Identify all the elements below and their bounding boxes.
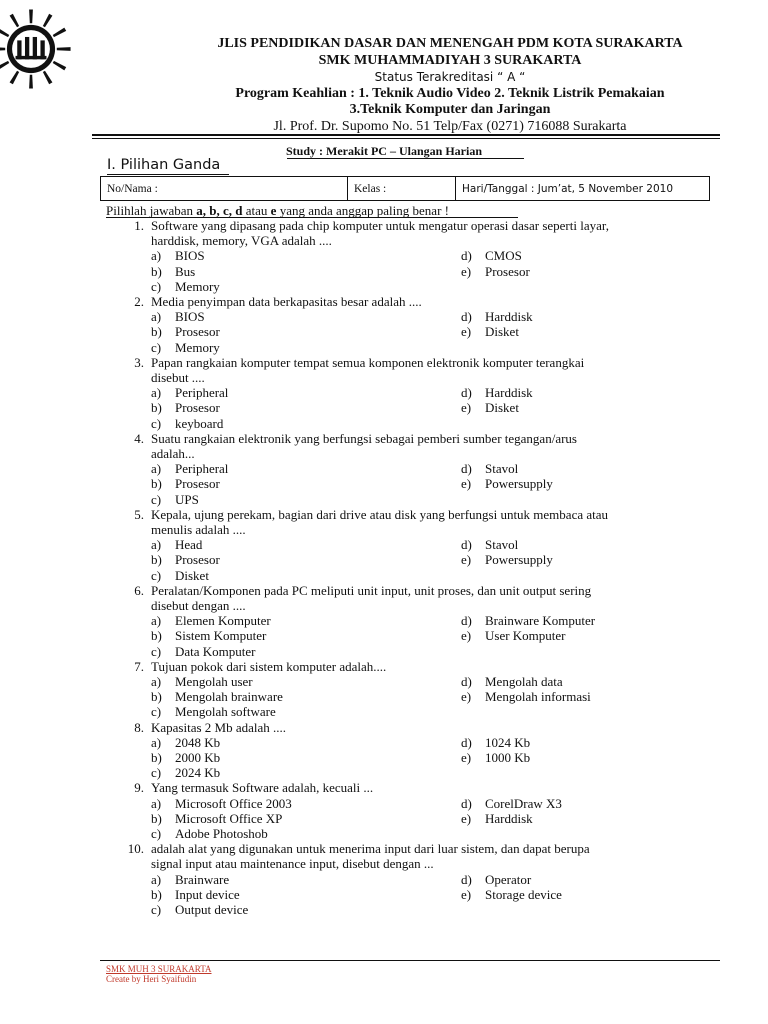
option-text: Stavol bbox=[485, 537, 519, 553]
option-letter: c) bbox=[151, 278, 162, 294]
option-text: 2024 Kb bbox=[175, 765, 221, 781]
option-letter: b) bbox=[151, 886, 162, 902]
option-text: Disket bbox=[485, 324, 519, 340]
option-text: Stavol bbox=[485, 461, 519, 477]
option-letter: d) bbox=[461, 613, 472, 629]
option-text: Mengolah user bbox=[175, 674, 253, 689]
option-letter: c) bbox=[151, 339, 162, 355]
question-number: 10. bbox=[127, 841, 144, 857]
question-item bbox=[106, 720, 706, 781]
option-text: Prosesor bbox=[175, 324, 220, 340]
option-letter: c) bbox=[151, 704, 162, 720]
option-text: Harddisk bbox=[485, 385, 533, 401]
question-text: harddisk, memory, VGA adalah .... bbox=[151, 233, 332, 249]
question-number: 2. bbox=[134, 294, 144, 309]
option-letter: d) bbox=[461, 248, 472, 264]
option-a[interactable] bbox=[151, 872, 229, 887]
question-item bbox=[106, 431, 706, 507]
option-c[interactable] bbox=[151, 492, 199, 507]
class-label: Kelas : bbox=[354, 182, 387, 195]
intro-post: yang anda anggap paling benar ! bbox=[276, 203, 449, 218]
question-number: 5. bbox=[134, 506, 144, 522]
option-text: Peripheral bbox=[175, 461, 229, 477]
option-e[interactable] bbox=[461, 264, 530, 279]
option-letter: b) bbox=[151, 324, 162, 340]
option-letter: d) bbox=[461, 734, 472, 750]
option-letter: a) bbox=[151, 385, 162, 401]
option-text: Bus bbox=[175, 263, 196, 279]
option-letter: a) bbox=[151, 674, 162, 689]
option-text: Head bbox=[175, 537, 203, 553]
option-d[interactable] bbox=[461, 385, 533, 400]
question-number: 6. bbox=[134, 582, 144, 598]
option-letter: e) bbox=[461, 400, 472, 416]
option-letter: a) bbox=[151, 461, 162, 477]
intro-pre: Pilihlah jawaban bbox=[106, 203, 197, 218]
option-b[interactable] bbox=[151, 264, 195, 279]
option-text: Powersupply bbox=[485, 476, 553, 492]
answer-options bbox=[106, 461, 706, 507]
option-d[interactable] bbox=[461, 309, 533, 324]
question-text: Media penyimpan data berkapasitas besar adalah .... bbox=[151, 294, 422, 309]
question-number: 3. bbox=[134, 354, 144, 370]
option-letter: d) bbox=[461, 309, 472, 325]
option-letter: b) bbox=[151, 749, 162, 765]
option-text: Disket bbox=[485, 400, 519, 416]
option-e[interactable] bbox=[461, 811, 533, 826]
option-d[interactable] bbox=[461, 461, 518, 476]
header-rule-thin bbox=[92, 138, 720, 139]
option-c[interactable] bbox=[151, 279, 220, 294]
option-letter: c) bbox=[151, 567, 162, 583]
option-text: CorelDraw X3 bbox=[485, 795, 562, 811]
option-letter: c) bbox=[151, 765, 162, 781]
option-text: Harddisk bbox=[485, 810, 533, 826]
option-d[interactable] bbox=[461, 872, 531, 887]
option-letter: c) bbox=[151, 901, 162, 917]
option-a[interactable] bbox=[151, 613, 271, 628]
option-text: 1024 Kb bbox=[485, 734, 531, 750]
option-letter: a) bbox=[151, 871, 162, 887]
study-title-text: Study : Merakit PC – Ulangan Harian bbox=[285, 144, 482, 158]
question-text: Kapasitas 2 Mb adalah .... bbox=[151, 719, 287, 735]
question-item bbox=[106, 583, 706, 659]
option-letter: d) bbox=[461, 385, 472, 401]
option-b[interactable] bbox=[151, 689, 283, 704]
option-e[interactable] bbox=[461, 750, 530, 765]
answer-options bbox=[106, 674, 706, 720]
option-c[interactable] bbox=[151, 644, 256, 659]
option-text: Microsoft Office XP bbox=[175, 810, 283, 826]
option-letter: e) bbox=[461, 263, 472, 279]
question-number: 7. bbox=[134, 658, 144, 674]
option-text: 2048 Kb bbox=[175, 734, 221, 750]
letterhead bbox=[100, 36, 740, 135]
option-d[interactable] bbox=[461, 537, 518, 552]
option-b[interactable] bbox=[151, 400, 220, 415]
option-letter: a) bbox=[151, 734, 162, 750]
question-text: disebut .... bbox=[151, 370, 205, 385]
header-line-1: JLIS PENDIDIKAN DASAR DAN MENENGAH PDM KOTA SURAKARTA bbox=[217, 36, 683, 51]
option-letter: b) bbox=[151, 263, 162, 279]
option-e[interactable] bbox=[461, 887, 562, 902]
option-b[interactable] bbox=[151, 552, 220, 567]
option-letter: a) bbox=[151, 537, 162, 553]
option-a[interactable] bbox=[151, 385, 228, 400]
answer-options bbox=[106, 309, 706, 355]
option-b[interactable] bbox=[151, 887, 240, 902]
option-text: Prosesor bbox=[485, 263, 530, 279]
option-c[interactable] bbox=[151, 340, 220, 355]
option-text: Mengolah informasi bbox=[485, 689, 591, 705]
date-field[interactable] bbox=[456, 177, 710, 201]
option-letter: b) bbox=[151, 628, 162, 644]
option-text: Memory bbox=[175, 278, 220, 294]
option-text: keyboard bbox=[175, 415, 224, 431]
answer-options bbox=[106, 796, 706, 842]
option-text: UPS bbox=[175, 491, 199, 507]
option-e[interactable] bbox=[461, 324, 519, 339]
option-text: 2000 Kb bbox=[175, 749, 221, 765]
intro-mid: atau bbox=[242, 203, 271, 218]
option-e[interactable] bbox=[461, 552, 553, 567]
option-text: Brainware bbox=[175, 871, 230, 887]
option-text: Peripheral bbox=[175, 385, 229, 401]
header-program-cont: 3.Teknik Komputer dan Jaringan bbox=[349, 102, 551, 117]
option-letter: b) bbox=[151, 689, 162, 705]
question-item bbox=[106, 659, 706, 720]
option-b[interactable] bbox=[151, 476, 220, 491]
option-letter: c) bbox=[151, 415, 162, 431]
footer-school: SMK MUH 3 SURAKARTA bbox=[106, 964, 212, 974]
question-text: Suatu rangkaian elektronik yang berfungsi sebagai pemberi sumber tegangan/arus bbox=[151, 430, 577, 446]
option-text: BIOS bbox=[175, 309, 205, 325]
section-title: I. Pilihan Ganda bbox=[107, 157, 221, 173]
option-text: Memory bbox=[175, 339, 220, 355]
question-text: Yang termasuk Software adalah, kecuali ... bbox=[151, 780, 374, 796]
header-status: Status Terakreditasi “ A “ bbox=[374, 70, 526, 84]
option-c[interactable] bbox=[151, 765, 220, 780]
option-letter: b) bbox=[151, 476, 162, 492]
option-d[interactable] bbox=[461, 674, 563, 689]
school-logo-icon bbox=[0, 6, 74, 92]
header-address: Jl. Prof. Dr. Supomo No. 51 Telp/Fax (0271) 716088 Surakarta bbox=[273, 118, 627, 134]
option-letter: d) bbox=[461, 461, 472, 477]
option-a[interactable] bbox=[151, 309, 205, 324]
header-program: Program Keahlian : 1. Teknik Audio Video 2. Teknik Listrik Pemakaian bbox=[235, 85, 665, 101]
option-letter: e) bbox=[461, 689, 472, 705]
option-d[interactable] bbox=[461, 613, 595, 628]
option-text: CMOS bbox=[485, 248, 522, 264]
header-line-2: SMK MUHAMMADIYAH 3 SURAKARTA bbox=[318, 52, 582, 68]
option-a[interactable] bbox=[151, 248, 205, 263]
option-letter: c) bbox=[151, 491, 162, 507]
option-d[interactable] bbox=[461, 735, 530, 750]
section-underline bbox=[107, 174, 229, 175]
question-text: Software yang dipasang pada chip komputer untuk mengatur operasi dasar seperti layar, bbox=[151, 218, 609, 233]
answer-options bbox=[106, 872, 706, 918]
option-b[interactable] bbox=[151, 750, 220, 765]
option-letter: b) bbox=[151, 400, 162, 416]
option-e[interactable] bbox=[461, 400, 519, 415]
option-a[interactable] bbox=[151, 537, 202, 552]
option-letter: e) bbox=[461, 810, 472, 826]
option-d[interactable] bbox=[461, 796, 562, 811]
answer-options bbox=[106, 248, 706, 294]
option-text: Elemen Komputer bbox=[175, 613, 271, 629]
option-text: User Komputer bbox=[485, 628, 566, 644]
option-a[interactable] bbox=[151, 796, 292, 811]
question-text: adalah... bbox=[151, 446, 195, 461]
option-e[interactable] bbox=[461, 476, 553, 491]
question-item bbox=[106, 294, 706, 355]
option-letter: d) bbox=[461, 537, 472, 553]
option-c[interactable] bbox=[151, 826, 268, 841]
option-letter: e) bbox=[461, 749, 472, 765]
question-text: adalah alat yang digunakan untuk menerima input dari luar sistem, dan dapat berupa bbox=[151, 841, 590, 857]
answer-options bbox=[106, 735, 706, 781]
option-b[interactable] bbox=[151, 324, 220, 339]
option-text: Storage device bbox=[485, 886, 562, 902]
question-number: 9. bbox=[134, 780, 144, 796]
option-letter: a) bbox=[151, 248, 162, 264]
option-c[interactable] bbox=[151, 902, 248, 917]
option-c[interactable] bbox=[151, 568, 209, 583]
option-letter: c) bbox=[151, 825, 162, 841]
question-item bbox=[106, 841, 706, 917]
question-text: disebut dengan .... bbox=[151, 598, 246, 613]
option-text: Prosesor bbox=[175, 552, 220, 568]
option-text: Prosesor bbox=[175, 476, 220, 492]
question-list bbox=[106, 218, 706, 917]
option-letter: a) bbox=[151, 795, 162, 811]
footer bbox=[106, 964, 212, 984]
option-text: Data Komputer bbox=[175, 643, 256, 659]
question-text: Tujuan pokok dari sistem komputer adalah.... bbox=[151, 658, 387, 674]
option-text: Harddisk bbox=[485, 309, 533, 325]
option-letter: b) bbox=[151, 810, 162, 826]
option-text: Operator bbox=[485, 871, 532, 887]
class-field[interactable] bbox=[348, 177, 456, 201]
option-a[interactable] bbox=[151, 461, 228, 476]
option-b[interactable] bbox=[151, 811, 282, 826]
option-a[interactable] bbox=[151, 735, 220, 750]
option-text: Adobe Photoshob bbox=[175, 825, 268, 841]
question-item bbox=[106, 507, 706, 583]
intro-abcd: a, b, c, d bbox=[196, 203, 243, 218]
student-info-box bbox=[100, 176, 710, 201]
header-rule-thick bbox=[92, 134, 720, 136]
question-text: signal input atau maintenance input, disebut dengan ... bbox=[151, 856, 434, 872]
option-letter: b) bbox=[151, 552, 162, 568]
question-number: 4. bbox=[134, 430, 144, 446]
option-text: Sistem Komputer bbox=[175, 628, 267, 644]
option-letter: e) bbox=[461, 552, 472, 568]
option-text: Powersupply bbox=[485, 552, 553, 568]
option-text: Mengolah software bbox=[175, 704, 276, 720]
option-d[interactable] bbox=[461, 248, 522, 263]
intro-e: e bbox=[270, 203, 277, 218]
study-underline bbox=[287, 158, 524, 159]
option-letter: e) bbox=[461, 476, 472, 492]
option-letter: d) bbox=[461, 871, 472, 887]
option-letter: d) bbox=[461, 795, 472, 811]
option-text: Prosesor bbox=[175, 400, 220, 416]
answer-options bbox=[106, 537, 706, 583]
option-c[interactable] bbox=[151, 416, 223, 431]
question-item bbox=[106, 218, 706, 294]
question-text: Papan rangkaian komputer tempat semua komponen elektronik komputer terangkai bbox=[151, 354, 585, 370]
question-text: menulis adalah .... bbox=[151, 522, 246, 537]
option-a[interactable] bbox=[151, 674, 253, 689]
option-text: Microsoft Office 2003 bbox=[175, 795, 292, 811]
option-e[interactable] bbox=[461, 689, 591, 704]
option-text: 1000 Kb bbox=[485, 749, 531, 765]
option-letter: e) bbox=[461, 324, 472, 340]
question-item bbox=[106, 780, 706, 841]
option-b[interactable] bbox=[151, 628, 266, 643]
option-text: Brainware Komputer bbox=[485, 613, 596, 629]
option-c[interactable] bbox=[151, 704, 276, 719]
name-field[interactable] bbox=[101, 177, 348, 201]
question-number: 8. bbox=[134, 719, 144, 735]
footer-rule bbox=[100, 960, 720, 961]
option-letter: c) bbox=[151, 643, 162, 659]
question-item bbox=[106, 355, 706, 431]
question-text: Kepala, ujung perekam, bagian dari drive atau disk yang berfungsi untuk membaca atau bbox=[151, 506, 609, 522]
option-letter: e) bbox=[461, 886, 472, 902]
question-text: Peralatan/Komponen pada PC meliputi unit input, unit proses, dan unit output sering bbox=[151, 582, 592, 598]
option-letter: e) bbox=[461, 628, 472, 644]
answer-options bbox=[106, 613, 706, 659]
option-text: Input device bbox=[175, 886, 240, 902]
name-label: No/Nama : bbox=[107, 182, 158, 195]
option-text: Output device bbox=[175, 901, 249, 917]
footer-author: Create by Heri Syaifudin bbox=[106, 974, 197, 984]
option-text: BIOS bbox=[175, 248, 205, 264]
option-letter: a) bbox=[151, 613, 162, 629]
question-number: 1. bbox=[134, 218, 144, 233]
option-letter: d) bbox=[461, 674, 472, 689]
option-text: Disket bbox=[175, 567, 209, 583]
date-label: Hari/Tanggal : Jum’at, 5 November 2010 bbox=[462, 182, 674, 195]
option-text: Mengolah brainware bbox=[175, 689, 283, 705]
answer-options bbox=[106, 385, 706, 431]
option-e[interactable] bbox=[461, 628, 566, 643]
option-text: Mengolah data bbox=[485, 674, 563, 689]
option-letter: a) bbox=[151, 309, 162, 325]
